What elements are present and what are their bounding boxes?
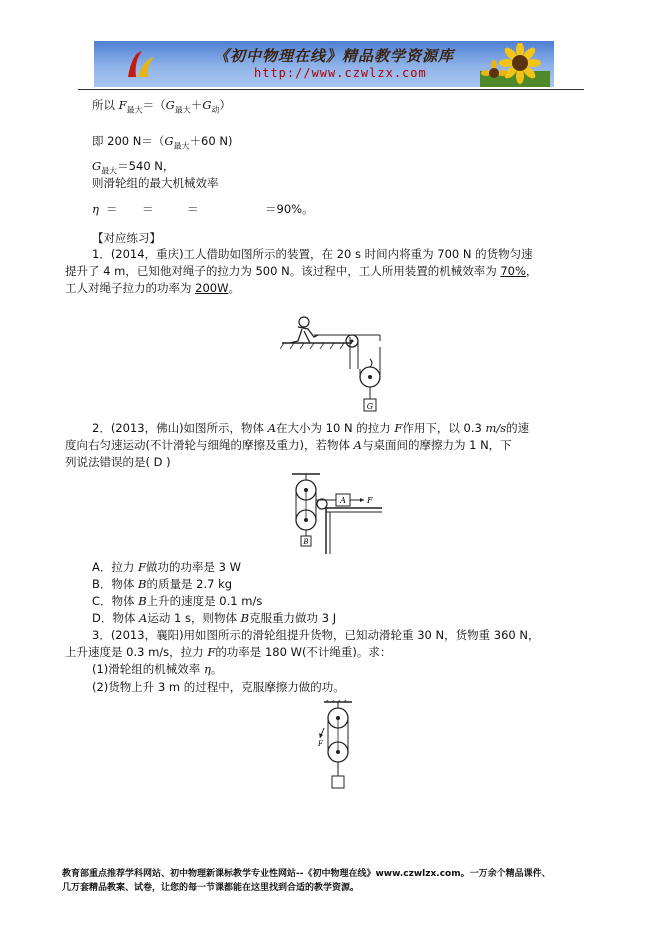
q2-option-c: C．物体 B上升的速度是 0.1 m/s: [92, 594, 263, 608]
formula-line-2: 即 200 $N=(G_{最大}+60$ N): [92, 134, 233, 151]
q3-part-1: (1)滑轮组的机械效率 η。: [92, 662, 223, 676]
fig2-label-B: B: [303, 538, 309, 546]
figure-table-pulley: [286, 472, 386, 554]
formula-line-1: 所以 $F_{最大}=(G_{最大}+G_动)$: [92, 98, 232, 115]
formula-line-4: 则滑轮组的最大机械效率: [92, 176, 219, 190]
figure-pulley-block: [316, 700, 360, 790]
footer-line-2: 几万套精品教案、试卷，让您的每一节课都能在这里找到合适的教学资源。: [62, 883, 360, 893]
banner-title: 《初中物理在线》精品教学资源库: [214, 47, 455, 65]
site-logo-icon: [124, 47, 158, 81]
q1-answer-power: 200W: [195, 281, 229, 295]
q2-option-d: D．物体 A运动 1 s，则物体 B克服重力做功 3 J: [92, 611, 337, 625]
q2-option-b: B．物体 B的质量是 2.7 kg: [92, 577, 233, 591]
q1-line-1: 1．(2014，重庆)工人借助如图所示的装置，在 20 s 时间内将重为 700 N 的货物匀速: [92, 247, 533, 261]
header-banner: [94, 41, 554, 87]
fig2-label-F: F: [367, 496, 373, 505]
q3-line-1: 3．(2013，襄阳)用如图所示的滑轮组提升货物，已知动滑轮重 30 N，货物重 360 N，: [92, 628, 540, 642]
formula-line-3: $G_{最大}=540$ N，: [92, 159, 175, 176]
q3-part-2: (2)货物上升 3 m 的过程中，克服摩擦力做的功。: [92, 680, 345, 694]
q2-option-a: A．拉力 F做功的功率是 3 W: [92, 560, 242, 574]
fig2-label-A: A: [340, 496, 346, 505]
footer-line-1: 教育部重点推荐学科网站、初中物理新课标教学专业性网站--《初中物理在线》www.czwlzx.com。一万余个精品课件、: [62, 869, 551, 879]
fig1-label-G: G: [366, 402, 374, 411]
q2-line-1: 2．(2013，佛山)如图所示，物体 A在大小为 10 N 的拉力 F作用下，以 0.3 m/s的速: [92, 421, 530, 435]
fig3-label-F: F: [318, 740, 323, 748]
q2-line-3: 列说法错误的是( D ): [65, 455, 171, 469]
q3-line-2: 上升速度是 0.3 m/s，拉力 F的功率是 180 W(不计绳重)。求：: [65, 645, 392, 659]
header-rule: [78, 89, 584, 90]
q1-answer-efficiency: 70%: [500, 264, 526, 278]
banner-url[interactable]: http://www.czwlzx.com: [254, 66, 427, 80]
q2-line-2: 度向右匀速运动(不计滑轮与细绳的摩擦及重力)，若物体 A与桌面间的摩擦力为 1 N，下: [65, 438, 512, 452]
q1-line-3: 工人对绳子拉力的功率为 200W。: [65, 281, 240, 295]
figure-worker-pulley: [280, 311, 390, 415]
section-heading: 【对应练习】: [92, 231, 161, 245]
formula-line-5: η ＝ ＝ ＝ ＝90%。: [92, 202, 314, 216]
sunflower-icon: [480, 43, 550, 87]
q1-line-2: 提升了 4 m，已知他对绳子的拉力为 500 N。该过程中，工人所用装置的机械效率为 70%，: [65, 264, 538, 278]
